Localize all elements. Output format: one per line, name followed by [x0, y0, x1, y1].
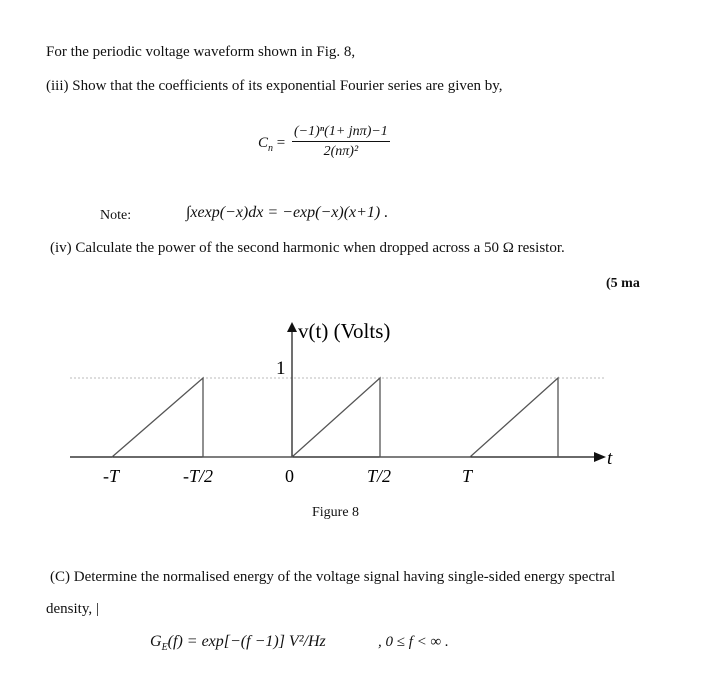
- cn-symbol: C: [258, 135, 269, 151]
- ge-symbol: G: [150, 633, 162, 650]
- cn-subscript: n: [268, 143, 274, 154]
- tick-label-t: T: [462, 466, 473, 486]
- ge-subscript: E: [161, 642, 168, 654]
- tick-label-zero: 0: [285, 466, 294, 486]
- amplitude-label: 1: [276, 358, 286, 379]
- energy-density-range: , 0 ≤ f < ∞ .: [378, 634, 449, 650]
- intro-text: For the periodic voltage waveform shown in Fig. 8,: [46, 44, 356, 60]
- note-label: Note:: [100, 208, 132, 223]
- time-axis-arrow: [594, 452, 606, 462]
- marks-text: (5 ma: [606, 276, 640, 291]
- part-iv-text: (iv) Calculate the power of the second harmonic when dropped across a 50 Ω resistor.: [50, 240, 565, 256]
- voltage-axis-arrow: [287, 322, 297, 332]
- cn-numerator: (−1)ⁿ(1+ jnπ)−1: [292, 124, 390, 142]
- part-c-continued: density, |: [46, 601, 99, 617]
- tick-label-neg-half-t: -T/2: [183, 466, 214, 486]
- cn-denominator: 2(nπ)²: [323, 144, 359, 159]
- cn-fraction: [292, 124, 390, 160]
- ge-expression: (f) = exp[−(f −1)] V²/Hz: [167, 633, 326, 650]
- sawtooth-waveform: [112, 378, 558, 457]
- x-axis-label: t: [607, 448, 613, 469]
- figure-8-waveform: [0, 300, 726, 500]
- figure-caption: Figure 8: [312, 505, 360, 520]
- energy-density-formula: [150, 633, 326, 653]
- part-c-text: (C) Determine the normalised energy of the voltage signal having single-sided energy spectral: [50, 569, 616, 585]
- note-integral: ∫xexp(−x)dx = −exp(−x)(x+1) .: [186, 204, 389, 221]
- cn-equals: =: [276, 135, 286, 151]
- cn-lhs: [258, 135, 285, 154]
- y-axis-label: v(t) (Volts): [298, 319, 391, 343]
- tick-label-half-t: T/2: [367, 466, 392, 486]
- part-iii-text: (iii) Show that the coefficients of its exponential Fourier series are given by,: [46, 78, 503, 94]
- tick-label-neg-t: -T: [103, 466, 120, 486]
